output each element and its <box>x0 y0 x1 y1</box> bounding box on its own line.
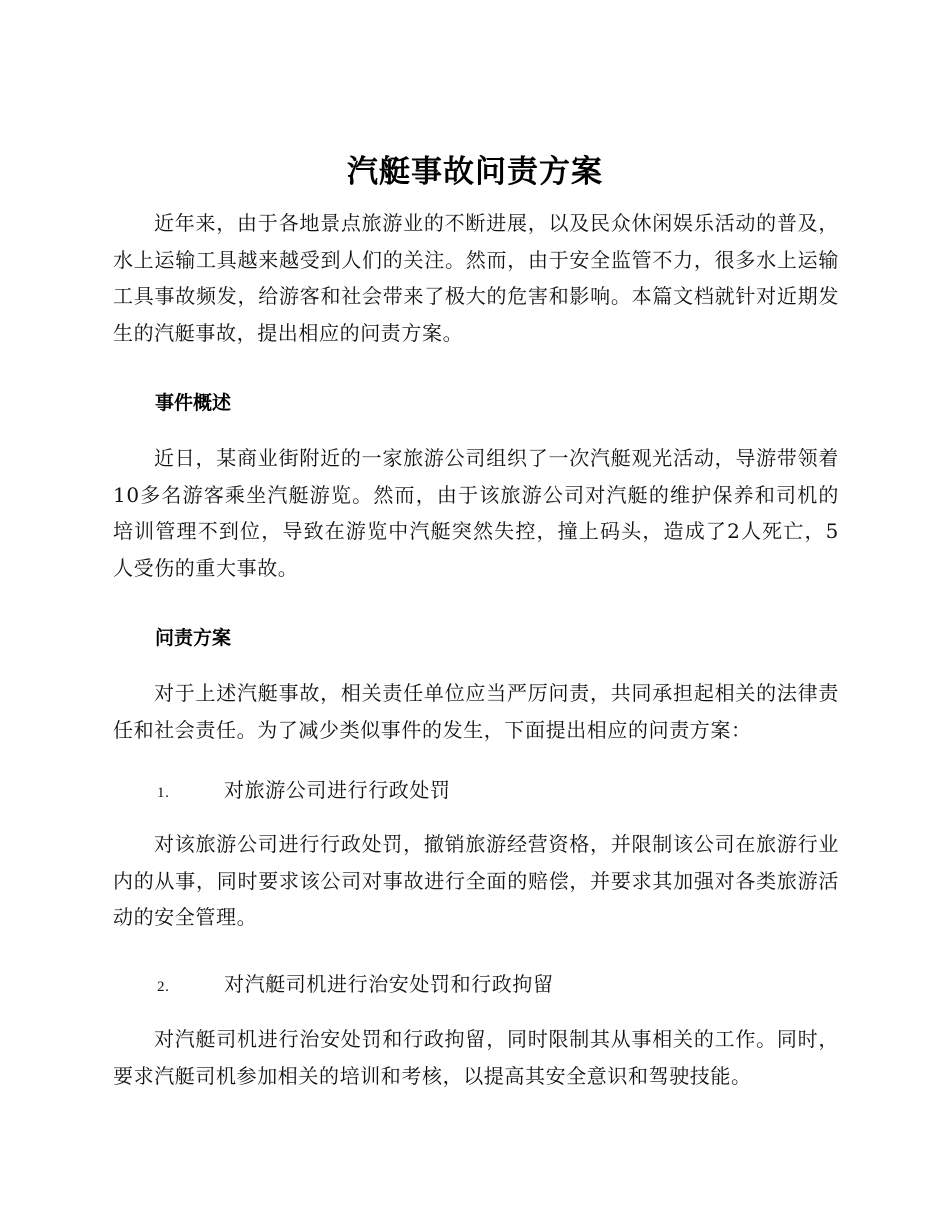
list-number-1: 1. <box>157 785 170 801</box>
list-number-2: 2. <box>157 979 170 995</box>
section-heading-accountability: 问责方案 <box>155 627 232 649</box>
section-heading-overview: 事件概述 <box>155 392 232 414</box>
intro-paragraph: 近年来，由于各地景点旅游业的不断进展，以及民众休闲娱乐活动的普及，水上运输工具越来越受到人们的关注。然而，由于安全监管不力，很多水上运输工具事故频发，给游客和社会带来了极大的危害和影响。本篇文档就针对近期发生的汽艇事故，提出相应的问责方案。 <box>113 211 839 345</box>
item-2-paragraph: 对汽艇司机进行治安处罚和行政拘留，同时限制其从事相关的工作。同时，要求汽艇司机参加相关的培训和考核，以提高其安全意识和驾驶技能。 <box>113 1027 839 1088</box>
list-label-2: 对汽艇司机进行治安处罚和行政拘留 <box>224 972 554 996</box>
list-item-2 <box>157 969 554 1002</box>
list-label-1: 对旅游公司进行行政处罚 <box>224 778 451 802</box>
overview-paragraph: 近日，某商业街附近的一家旅游公司组织了一次汽艇观光活动，导游带领着10多名游客乘坐汽艇游览。然而，由于该旅游公司对汽艇的维护保养和司机的培训管理不到位，导致在游览中汽艇突然失控，撞上码头，造成了2人死亡，5人受伤的重大事故。 <box>113 446 839 580</box>
accountability-paragraph: 对于上述汽艇事故，相关责任单位应当严厉问责，共同承担起相关的法律责任和社会责任。为了减少类似事件的发生，下面提出相应的问责方案： <box>113 681 839 742</box>
item-1-paragraph: 对该旅游公司进行行政处罚，撤销旅游经营资格，并限制该公司在旅游行业内的从事，同时要求该公司对事故进行全面的赔偿，并要求其加强对各类旅游活动的安全管理。 <box>113 832 839 929</box>
document-title: 汽艇事故问责方案 <box>347 154 603 190</box>
list-item-1 <box>157 775 451 808</box>
